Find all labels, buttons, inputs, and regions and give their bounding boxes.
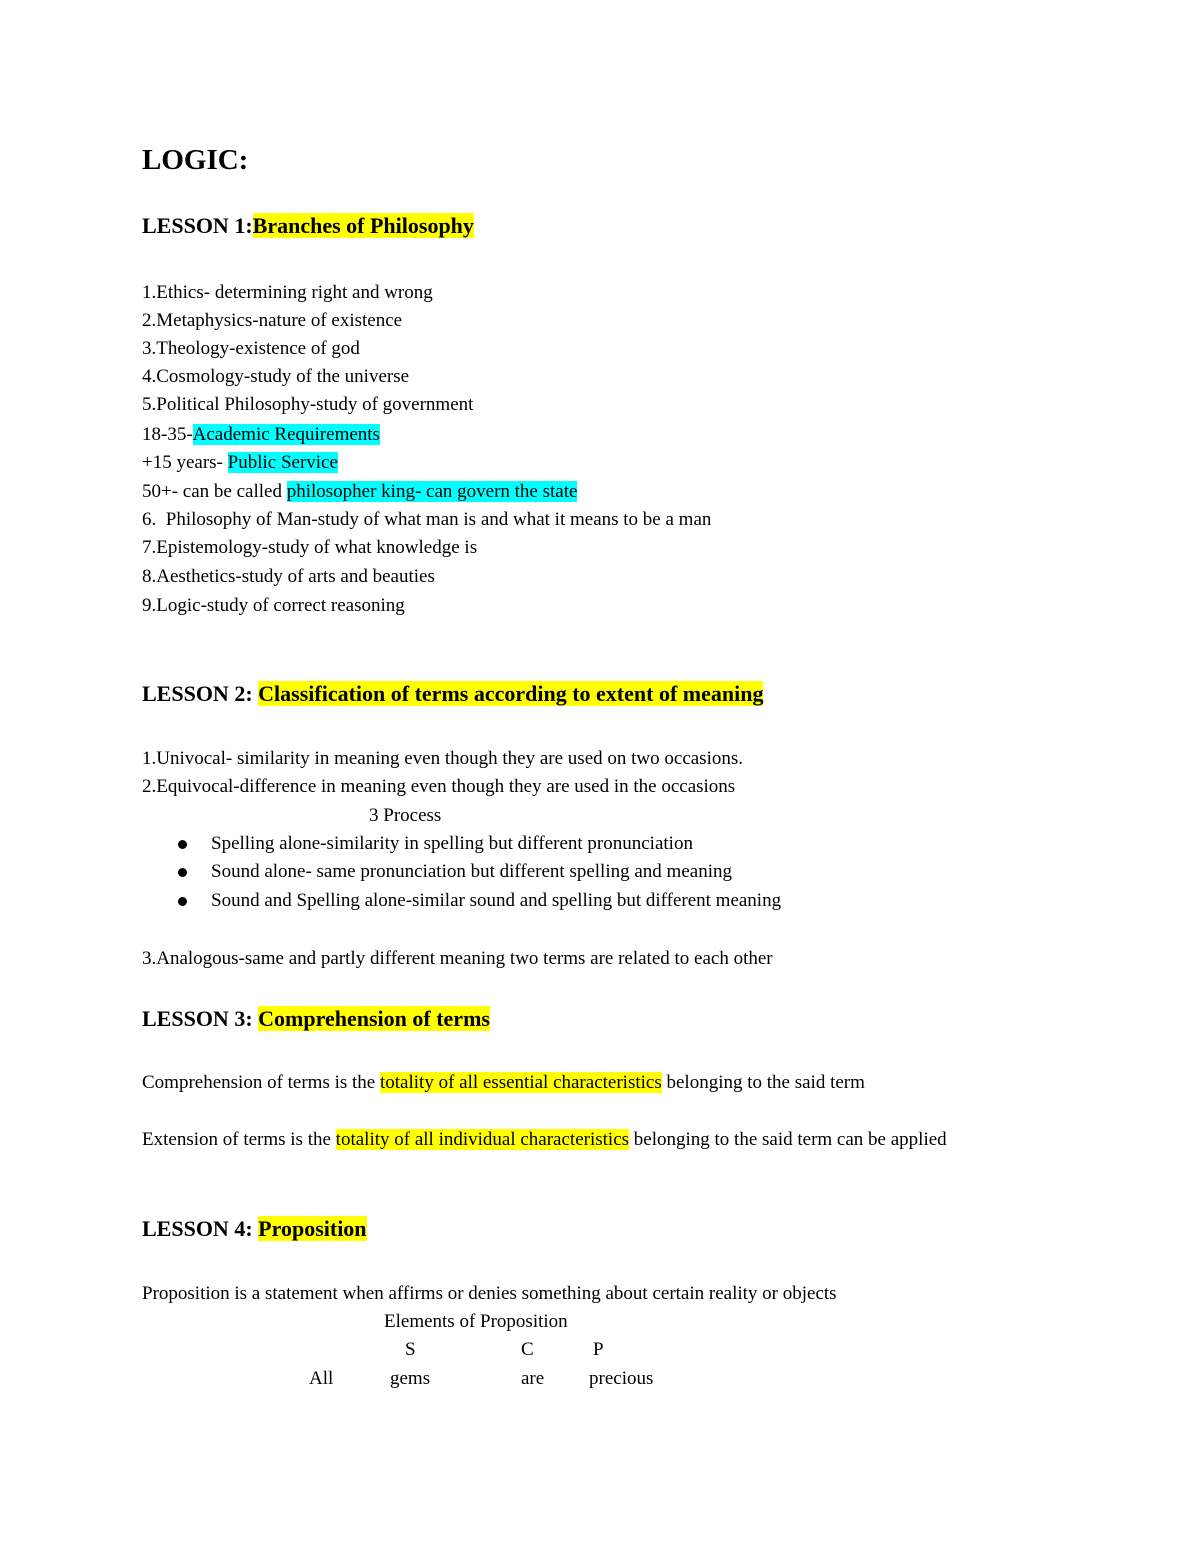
highlighted-text: totality of all individual characteristics <box>335 1129 630 1150</box>
bullet-item: Sound and Spelling alone-similar sound and spelling but different meaning <box>211 890 782 911</box>
list-item: 7.Epistemology-study of what knowledge is <box>142 537 478 558</box>
example-word: gems <box>390 1368 431 1389</box>
lesson-3-label: LESSON 3: <box>142 1006 259 1031</box>
lesson-4-label: LESSON 4: <box>142 1216 259 1241</box>
paragraph-text: Comprehension of terms is the <box>142 1072 380 1093</box>
lesson-4-title: Proposition <box>258 1216 367 1241</box>
age-line-prefix: 18-35- <box>142 424 193 445</box>
list-item: 6. Philosophy of Man-study of what man is and what it means to be a man <box>142 509 712 530</box>
process-title: 3 Process <box>369 805 442 826</box>
age-line <box>142 423 380 447</box>
lesson-2-label: LESSON 2: <box>142 681 259 706</box>
list-item: 1.Ethics- determining right and wrong <box>142 282 433 303</box>
paragraph <box>142 1128 947 1152</box>
element-letter-c: C <box>521 1339 534 1360</box>
list-item: 2.Equivocal-difference in meaning even though they are used in the occasions <box>142 776 736 797</box>
highlighted-text: totality of all essential characteristics <box>380 1072 662 1093</box>
list-item: 5.Political Philosophy-study of government <box>142 394 474 415</box>
list-item: 4.Cosmology-study of the universe <box>142 366 410 387</box>
paragraph-text: Extension of terms is the <box>142 1129 336 1150</box>
list-item: 9.Logic-study of correct reasoning <box>142 595 405 616</box>
example-word: precious <box>589 1368 654 1389</box>
age-line <box>142 451 338 475</box>
lesson-2-heading <box>142 680 763 708</box>
age-line-highlight: Academic Requirements <box>192 424 380 445</box>
list-item: 1.Univocal- similarity in meaning even though they are used on two occasions. <box>142 748 743 769</box>
paragraph-text: belonging to the said term <box>661 1072 865 1093</box>
example-word: are <box>521 1368 545 1389</box>
example-word: All <box>309 1368 334 1389</box>
age-line-highlight: philosopher king- can govern the state <box>286 481 578 502</box>
list-item: 3.Theology-existence of god <box>142 338 360 359</box>
age-line <box>142 480 577 504</box>
lesson-1-heading <box>142 212 474 240</box>
bullet-icon <box>178 840 187 849</box>
paragraph <box>142 1071 865 1095</box>
lesson-2-title: Classification of terms according to extent of meaning <box>258 681 764 706</box>
lesson-1-title: Branches of Philosophy <box>252 213 474 238</box>
bullet-icon <box>178 868 187 877</box>
paragraph: Proposition is a statement when affirms or denies something about certain reality or objects <box>142 1283 837 1304</box>
bullet-item: Sound alone- same pronunciation but different spelling and meaning <box>211 861 732 882</box>
lesson-4-heading <box>142 1215 367 1243</box>
elements-title: Elements of Proposition <box>384 1311 568 1332</box>
lesson-3-title: Comprehension of terms <box>258 1006 490 1031</box>
bullet-icon <box>178 897 187 906</box>
age-line-highlight: Public Service <box>227 452 338 473</box>
element-letter-s: S <box>405 1339 416 1360</box>
document-title: LOGIC: <box>142 144 249 176</box>
lesson-1-label: LESSON 1: <box>142 213 253 238</box>
bullet-item: Spelling alone-similarity in spelling but different pronunciation <box>211 833 693 854</box>
list-item: 3.Analogous-same and partly different meaning two terms are related to each other <box>142 948 773 969</box>
age-line-prefix: 50+- can be called <box>142 481 287 502</box>
lesson-3-heading <box>142 1005 490 1033</box>
element-letter-p: P <box>593 1339 604 1360</box>
list-item: 8.Aesthetics-study of arts and beauties <box>142 566 435 587</box>
age-line-prefix: +15 years- <box>142 452 228 473</box>
list-item: 2.Metaphysics-nature of existence <box>142 310 403 331</box>
paragraph-text: belonging to the said term can be applied <box>629 1129 947 1150</box>
